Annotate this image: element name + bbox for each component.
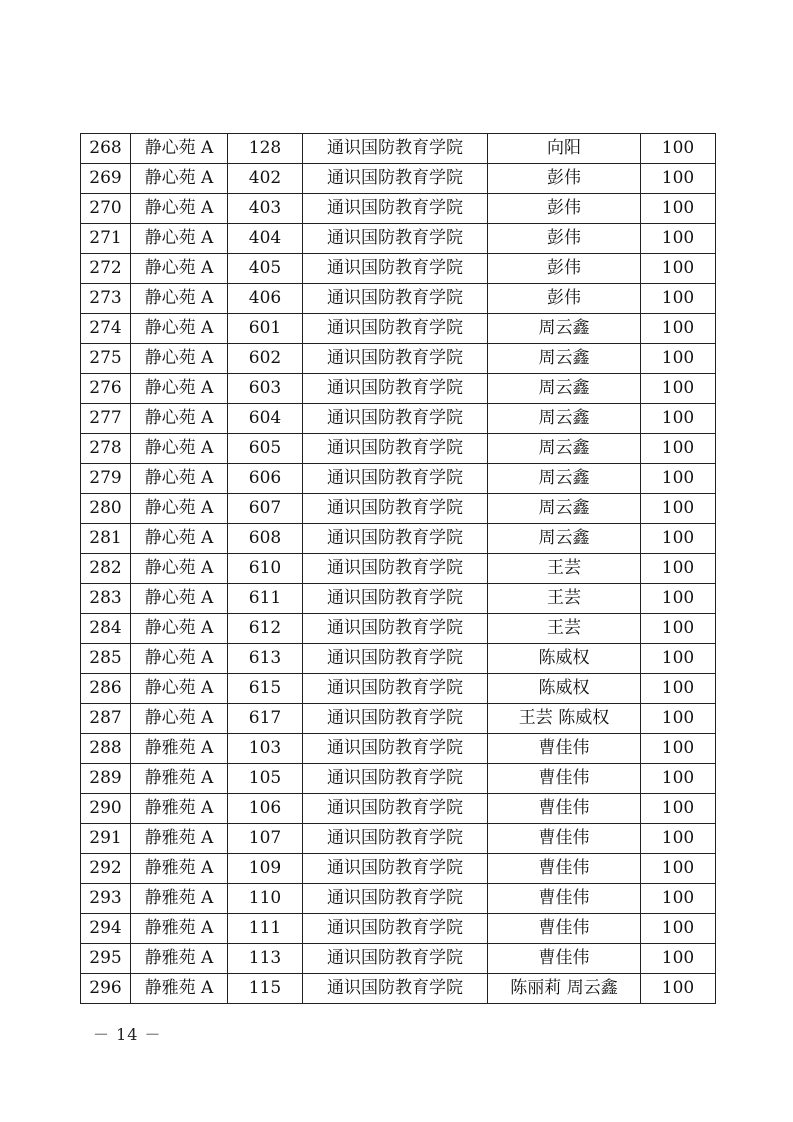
department-cell: 通识国防教育学院	[303, 284, 488, 314]
row-number-cell: 270	[81, 194, 131, 224]
row-number-cell: 272	[81, 254, 131, 284]
score-cell: 100	[641, 884, 716, 914]
department-cell: 通识国防教育学院	[303, 614, 488, 644]
table-row	[81, 824, 716, 854]
score-cell: 100	[641, 854, 716, 884]
responsible-person-cell: 周云鑫	[488, 494, 641, 524]
building-cell: 静心苑 A	[131, 524, 228, 554]
table-body	[81, 134, 716, 1004]
row-number-cell: 271	[81, 224, 131, 254]
score-cell: 100	[641, 614, 716, 644]
building-cell: 静雅苑 A	[131, 944, 228, 974]
building-cell: 静心苑 A	[131, 434, 228, 464]
department-cell: 通识国防教育学院	[303, 254, 488, 284]
table-row	[81, 614, 716, 644]
row-number-cell: 296	[81, 974, 131, 1004]
score-cell: 100	[641, 314, 716, 344]
responsible-person-cell: 周云鑫	[488, 464, 641, 494]
score-cell: 100	[641, 974, 716, 1004]
department-cell: 通识国防教育学院	[303, 644, 488, 674]
responsible-person-cell: 曹佳伟	[488, 794, 641, 824]
table-row	[81, 704, 716, 734]
responsible-person-cell: 陈威权	[488, 674, 641, 704]
row-number-cell: 268	[81, 134, 131, 164]
department-cell: 通识国防教育学院	[303, 674, 488, 704]
building-cell: 静心苑 A	[131, 554, 228, 584]
row-number-cell: 288	[81, 734, 131, 764]
score-cell: 100	[641, 404, 716, 434]
dormitory-score-table	[80, 133, 716, 1004]
room-number-cell: 606	[228, 464, 303, 494]
responsible-person-cell: 周云鑫	[488, 344, 641, 374]
department-cell: 通识国防教育学院	[303, 944, 488, 974]
building-cell: 静心苑 A	[131, 164, 228, 194]
department-cell: 通识国防教育学院	[303, 494, 488, 524]
table-row	[81, 194, 716, 224]
building-cell: 静雅苑 A	[131, 884, 228, 914]
room-number-cell: 613	[228, 644, 303, 674]
row-number-cell: 273	[81, 284, 131, 314]
page-number: － 14 －	[93, 1025, 162, 1044]
table-row	[81, 734, 716, 764]
table-row	[81, 164, 716, 194]
room-number-cell: 103	[228, 734, 303, 764]
responsible-person-cell: 彭伟	[488, 254, 641, 284]
responsible-person-cell: 彭伟	[488, 164, 641, 194]
department-cell: 通识国防教育学院	[303, 704, 488, 734]
responsible-person-cell: 周云鑫	[488, 374, 641, 404]
room-number-cell: 107	[228, 824, 303, 854]
row-number-cell: 275	[81, 344, 131, 374]
building-cell: 静雅苑 A	[131, 914, 228, 944]
table-row	[81, 284, 716, 314]
score-cell: 100	[641, 584, 716, 614]
row-number-cell: 277	[81, 404, 131, 434]
room-number-cell: 602	[228, 344, 303, 374]
department-cell: 通识国防教育学院	[303, 224, 488, 254]
table-row	[81, 314, 716, 344]
row-number-cell: 291	[81, 824, 131, 854]
responsible-person-cell: 王芸	[488, 614, 641, 644]
building-cell: 静心苑 A	[131, 404, 228, 434]
building-cell: 静心苑 A	[131, 344, 228, 374]
building-cell: 静心苑 A	[131, 674, 228, 704]
row-number-cell: 283	[81, 584, 131, 614]
room-number-cell: 604	[228, 404, 303, 434]
building-cell: 静心苑 A	[131, 194, 228, 224]
row-number-cell: 280	[81, 494, 131, 524]
score-cell: 100	[641, 284, 716, 314]
score-cell: 100	[641, 794, 716, 824]
room-number-cell: 611	[228, 584, 303, 614]
room-number-cell: 603	[228, 374, 303, 404]
department-cell: 通识国防教育学院	[303, 194, 488, 224]
score-cell: 100	[641, 224, 716, 254]
table-row	[81, 854, 716, 884]
table-row	[81, 974, 716, 1004]
building-cell: 静心苑 A	[131, 614, 228, 644]
responsible-person-cell: 彭伟	[488, 284, 641, 314]
room-number-cell: 113	[228, 944, 303, 974]
table-row	[81, 884, 716, 914]
department-cell: 通识国防教育学院	[303, 974, 488, 1004]
building-cell: 静心苑 A	[131, 134, 228, 164]
room-number-cell: 610	[228, 554, 303, 584]
table-row	[81, 224, 716, 254]
table-row	[81, 434, 716, 464]
score-cell: 100	[641, 734, 716, 764]
responsible-person-cell: 曹佳伟	[488, 854, 641, 884]
room-number-cell: 105	[228, 764, 303, 794]
row-number-cell: 274	[81, 314, 131, 344]
responsible-person-cell: 周云鑫	[488, 314, 641, 344]
table-row	[81, 374, 716, 404]
room-number-cell: 115	[228, 974, 303, 1004]
row-number-cell: 284	[81, 614, 131, 644]
row-number-cell: 282	[81, 554, 131, 584]
building-cell: 静雅苑 A	[131, 824, 228, 854]
score-cell: 100	[641, 674, 716, 704]
responsible-person-cell: 曹佳伟	[488, 914, 641, 944]
room-number-cell: 608	[228, 524, 303, 554]
department-cell: 通识国防教育学院	[303, 344, 488, 374]
table-row	[81, 554, 716, 584]
department-cell: 通识国防教育学院	[303, 854, 488, 884]
room-number-cell: 109	[228, 854, 303, 884]
room-number-cell: 403	[228, 194, 303, 224]
department-cell: 通识国防教育学院	[303, 464, 488, 494]
room-number-cell: 404	[228, 224, 303, 254]
room-number-cell: 612	[228, 614, 303, 644]
building-cell: 静雅苑 A	[131, 764, 228, 794]
department-cell: 通识国防教育学院	[303, 764, 488, 794]
building-cell: 静雅苑 A	[131, 974, 228, 1004]
building-cell: 静雅苑 A	[131, 854, 228, 884]
row-number-cell: 281	[81, 524, 131, 554]
responsible-person-cell: 彭伟	[488, 194, 641, 224]
score-cell: 100	[641, 164, 716, 194]
department-cell: 通识国防教育学院	[303, 584, 488, 614]
department-cell: 通识国防教育学院	[303, 134, 488, 164]
score-cell: 100	[641, 524, 716, 554]
score-cell: 100	[641, 374, 716, 404]
department-cell: 通识国防教育学院	[303, 914, 488, 944]
table-row	[81, 944, 716, 974]
department-cell: 通识国防教育学院	[303, 404, 488, 434]
department-cell: 通识国防教育学院	[303, 164, 488, 194]
responsible-person-cell: 曹佳伟	[488, 764, 641, 794]
score-cell: 100	[641, 944, 716, 974]
responsible-person-cell: 王芸	[488, 584, 641, 614]
table-row	[81, 134, 716, 164]
responsible-person-cell: 曹佳伟	[488, 884, 641, 914]
row-number-cell: 294	[81, 914, 131, 944]
building-cell: 静心苑 A	[131, 464, 228, 494]
department-cell: 通识国防教育学院	[303, 554, 488, 584]
department-cell: 通识国防教育学院	[303, 434, 488, 464]
row-number-cell: 292	[81, 854, 131, 884]
room-number-cell: 406	[228, 284, 303, 314]
room-number-cell: 605	[228, 434, 303, 464]
score-cell: 100	[641, 764, 716, 794]
score-cell: 100	[641, 254, 716, 284]
building-cell: 静心苑 A	[131, 494, 228, 524]
room-number-cell: 405	[228, 254, 303, 284]
responsible-person-cell: 周云鑫	[488, 404, 641, 434]
score-cell: 100	[641, 494, 716, 524]
building-cell: 静雅苑 A	[131, 734, 228, 764]
table-row	[81, 254, 716, 284]
row-number-cell: 279	[81, 464, 131, 494]
score-cell: 100	[641, 434, 716, 464]
building-cell: 静心苑 A	[131, 314, 228, 344]
table-row	[81, 524, 716, 554]
department-cell: 通识国防教育学院	[303, 524, 488, 554]
building-cell: 静心苑 A	[131, 584, 228, 614]
score-cell: 100	[641, 704, 716, 734]
table-row	[81, 404, 716, 434]
building-cell: 静雅苑 A	[131, 794, 228, 824]
room-number-cell: 128	[228, 134, 303, 164]
row-number-cell: 290	[81, 794, 131, 824]
row-number-cell: 287	[81, 704, 131, 734]
responsible-person-cell: 王芸	[488, 554, 641, 584]
building-cell: 静心苑 A	[131, 224, 228, 254]
room-number-cell: 601	[228, 314, 303, 344]
table-row	[81, 914, 716, 944]
table-row	[81, 344, 716, 374]
room-number-cell: 111	[228, 914, 303, 944]
row-number-cell: 269	[81, 164, 131, 194]
row-number-cell: 293	[81, 884, 131, 914]
building-cell: 静心苑 A	[131, 254, 228, 284]
table-row	[81, 584, 716, 614]
table-row	[81, 464, 716, 494]
score-cell: 100	[641, 824, 716, 854]
row-number-cell: 276	[81, 374, 131, 404]
building-cell: 静心苑 A	[131, 644, 228, 674]
row-number-cell: 278	[81, 434, 131, 464]
score-cell: 100	[641, 644, 716, 674]
room-number-cell: 607	[228, 494, 303, 524]
room-number-cell: 402	[228, 164, 303, 194]
department-cell: 通识国防教育学院	[303, 794, 488, 824]
score-cell: 100	[641, 914, 716, 944]
department-cell: 通识国防教育学院	[303, 884, 488, 914]
responsible-person-cell: 向阳	[488, 134, 641, 164]
department-cell: 通识国防教育学院	[303, 824, 488, 854]
table-row	[81, 644, 716, 674]
responsible-person-cell: 周云鑫	[488, 434, 641, 464]
room-number-cell: 110	[228, 884, 303, 914]
row-number-cell: 286	[81, 674, 131, 704]
score-cell: 100	[641, 194, 716, 224]
row-number-cell: 285	[81, 644, 131, 674]
building-cell: 静心苑 A	[131, 374, 228, 404]
department-cell: 通识国防教育学院	[303, 734, 488, 764]
building-cell: 静心苑 A	[131, 704, 228, 734]
department-cell: 通识国防教育学院	[303, 314, 488, 344]
responsible-person-cell: 周云鑫	[488, 524, 641, 554]
responsible-person-cell: 陈丽莉 周云鑫	[488, 974, 641, 1004]
row-number-cell: 295	[81, 944, 131, 974]
room-number-cell: 615	[228, 674, 303, 704]
table-row	[81, 794, 716, 824]
score-cell: 100	[641, 554, 716, 584]
responsible-person-cell: 陈威权	[488, 644, 641, 674]
table-row	[81, 494, 716, 524]
score-cell: 100	[641, 464, 716, 494]
row-number-cell: 289	[81, 764, 131, 794]
responsible-person-cell: 曹佳伟	[488, 734, 641, 764]
table-row	[81, 764, 716, 794]
building-cell: 静心苑 A	[131, 284, 228, 314]
responsible-person-cell: 王芸 陈威权	[488, 704, 641, 734]
department-cell: 通识国防教育学院	[303, 374, 488, 404]
room-number-cell: 617	[228, 704, 303, 734]
responsible-person-cell: 彭伟	[488, 224, 641, 254]
room-number-cell: 106	[228, 794, 303, 824]
table-row	[81, 674, 716, 704]
score-cell: 100	[641, 344, 716, 374]
responsible-person-cell: 曹佳伟	[488, 824, 641, 854]
score-cell: 100	[641, 134, 716, 164]
responsible-person-cell: 曹佳伟	[488, 944, 641, 974]
